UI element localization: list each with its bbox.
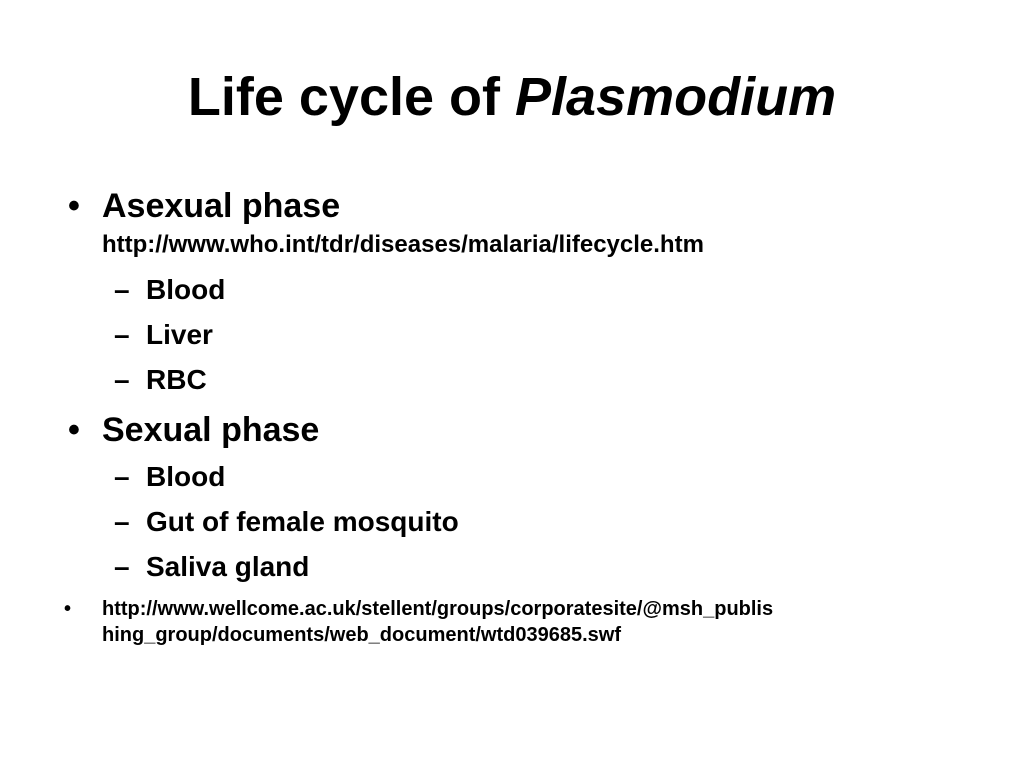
bullet-icon: • (68, 411, 80, 449)
dash-icon: – (114, 319, 130, 350)
dash-icon: – (114, 274, 130, 305)
dash-icon: – (114, 551, 130, 582)
wellcome-link-line2[interactable]: hing_group/documents/web_document/wtd039685.swf (102, 624, 621, 646)
wellcome-link-line1[interactable]: http://www.wellcome.ac.uk/stellent/groups/corporatesite/@msh_publis (102, 598, 774, 620)
asexual-phase-link[interactable]: http://www.who.int/tdr/diseases/malaria/lifecycle.htm (102, 231, 704, 258)
bullet-icon: • (64, 598, 72, 620)
asexual-item-rbc: RBC (146, 364, 207, 395)
dash-icon: – (114, 364, 130, 395)
sexual-phase-heading: Sexual phase (102, 411, 320, 449)
asexual-item-liver: Liver (146, 319, 213, 350)
title-italic-text: Plasmodium (515, 67, 837, 127)
dash-icon: – (114, 506, 130, 537)
asexual-phase-heading: Asexual phase (102, 187, 341, 225)
title-text: Life cycle of (187, 67, 516, 127)
sexual-item-blood: Blood (146, 461, 226, 492)
asexual-item-blood: Blood (146, 274, 226, 305)
sexual-item-gut: Gut of female mosquito (146, 506, 459, 537)
sexual-item-saliva: Saliva gland (146, 551, 310, 582)
dash-icon: – (114, 461, 130, 492)
bullet-icon: • (68, 187, 80, 225)
